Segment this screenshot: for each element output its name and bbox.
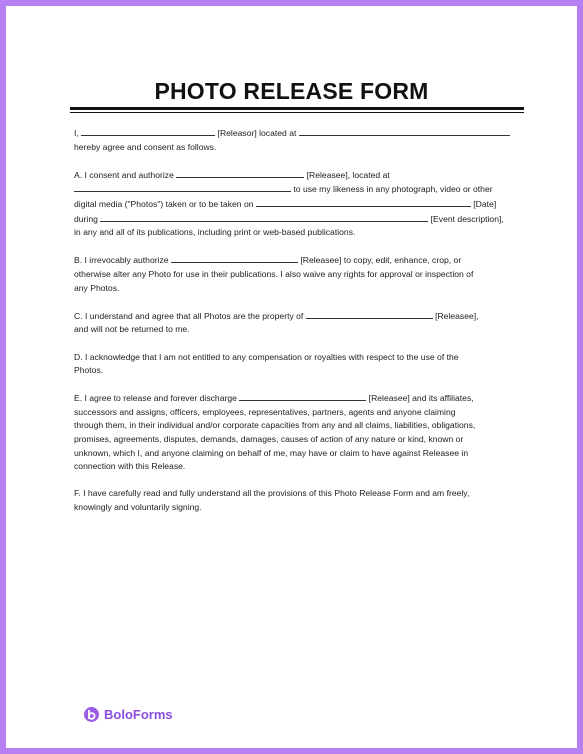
text: during bbox=[74, 213, 101, 224]
releasee-name-blank[interactable] bbox=[306, 309, 433, 319]
paragraph-d bbox=[74, 351, 524, 378]
text: [Releasor] located at bbox=[215, 128, 299, 138]
paragraph-intro bbox=[74, 126, 524, 154]
text: I, bbox=[74, 128, 82, 138]
text: D. I acknowledge that I am not entitled to any compensation or royalties with respect to the use of the bbox=[74, 351, 459, 362]
title-underline-thick bbox=[70, 107, 524, 110]
document-title: PHOTO RELEASE FORM bbox=[154, 78, 429, 104]
text: [Releasee] to copy, edit, enhance, crop, or bbox=[297, 255, 462, 266]
text: hereby agree and consent as follows. bbox=[74, 141, 217, 152]
date-blank[interactable] bbox=[256, 197, 471, 207]
text: otherwise alter any Photo for use in their publications. I also waive any rights for approval or inspection of bbox=[74, 268, 474, 279]
text: E. I agree to release and forever discharge bbox=[74, 393, 240, 404]
title-underline-thin bbox=[70, 112, 524, 113]
brand-logo bbox=[84, 707, 173, 722]
text: promises, agreements, disputes, demands, damages, causes of action of any nature or kind, known or bbox=[74, 434, 464, 445]
text: C. I understand and agree that all Photos are the property of bbox=[74, 310, 306, 321]
text: [Event description], bbox=[428, 213, 504, 224]
text: knowingly and voluntarily signing. bbox=[74, 502, 202, 513]
text: B. I irrevocably authorize bbox=[74, 255, 171, 266]
text: connection with this Release. bbox=[74, 461, 186, 472]
text: to use my likeness in any photograph, video or other bbox=[291, 184, 493, 195]
text: digital media ("Photos") taken or to be taken on bbox=[74, 198, 256, 209]
text: [Date] bbox=[470, 198, 497, 209]
text: Photos. bbox=[74, 365, 104, 376]
releasor-name-blank[interactable] bbox=[81, 126, 215, 136]
text: through them, in their individual and/or corporate capacities from any and all claims, liabilities, obligations, bbox=[74, 420, 476, 431]
paragraph-f bbox=[74, 487, 524, 514]
releasee-name-blank[interactable] bbox=[239, 391, 366, 401]
text: A. I consent and authorize bbox=[74, 169, 177, 180]
document-page bbox=[12, 12, 571, 742]
paragraph-a bbox=[74, 168, 524, 240]
text: and will not be returned to me. bbox=[74, 324, 190, 335]
paragraph-b bbox=[74, 253, 524, 295]
text: F. I have carefully read and fully understand all the provisions of this Photo Release Form and am freely, bbox=[74, 488, 470, 499]
paragraph-e bbox=[74, 391, 524, 474]
text: any Photos. bbox=[74, 282, 120, 293]
text: unknown, which I, and anyone claiming on behalf of me, may have or claim to have against Releasee in bbox=[74, 447, 469, 458]
releasee-name-blank[interactable] bbox=[176, 168, 304, 178]
document-body bbox=[74, 126, 524, 528]
text: [Releasee] and its affiliates, bbox=[366, 393, 474, 404]
event-description-blank[interactable] bbox=[100, 212, 428, 222]
boloforms-logo-icon bbox=[84, 707, 99, 722]
text: in any and all of its publications, including print or web-based publications. bbox=[74, 227, 356, 238]
text: [Releasee], located at bbox=[304, 169, 390, 180]
releasor-address-blank[interactable] bbox=[299, 126, 510, 136]
paragraph-c bbox=[74, 309, 524, 337]
text: successors and assigns, officers, employees, representatives, partners, agents and anyone claiming bbox=[74, 406, 456, 417]
releasee-name-blank[interactable] bbox=[171, 253, 298, 263]
text: [Releasee], bbox=[432, 310, 479, 321]
releasee-address-blank[interactable] bbox=[74, 182, 291, 192]
brand-name: BoloForms bbox=[104, 707, 173, 722]
